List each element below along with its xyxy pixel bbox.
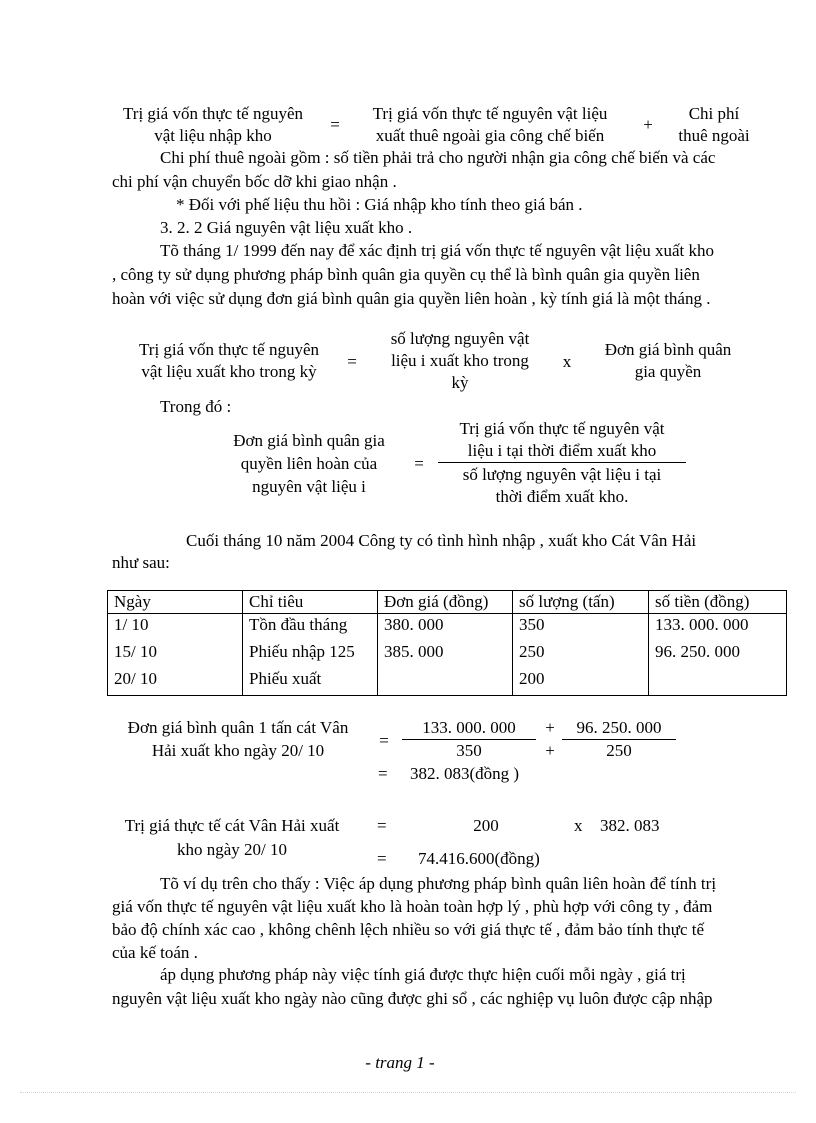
page-footer: - trang 1 - bbox=[365, 1053, 435, 1072]
header-unit-price: Đơn giá (đồng) bbox=[378, 591, 513, 614]
formula4-numerator-1: 133. 000. 000 bbox=[422, 718, 516, 737]
cell-date: 15/ 10 bbox=[108, 641, 243, 668]
cell-item: Phiếu xuất bbox=[243, 668, 378, 696]
cell-unit-price: 385. 000 bbox=[378, 641, 513, 668]
cell-amount: 133. 000. 000 bbox=[649, 614, 787, 642]
formula1-plus: + bbox=[643, 115, 653, 134]
cell-amount bbox=[649, 668, 787, 696]
header-quantity: số lượng (tấn) bbox=[513, 591, 649, 614]
formula3-left-line1: Đơn giá bình quân gia bbox=[233, 431, 385, 450]
para4-line3: bảo độ chính xác cao , không chênh lệch nhiều so với giá thực tế , đảm bảo tính thực tế bbox=[112, 920, 705, 939]
formula3-denominator-line2: thời điểm xuất kho. bbox=[495, 487, 629, 506]
para3-line2: như sau: bbox=[112, 553, 170, 572]
formula3-numerator-line2: liệu i tại thời điểm xuất kho bbox=[467, 441, 657, 460]
formula2-right-line1: Đơn giá bình quân bbox=[604, 340, 732, 359]
formula2-left-line2: vật liệu xuất kho trong kỳ bbox=[141, 362, 317, 381]
header-date: Ngày bbox=[108, 591, 243, 614]
formula3-fraction-bar bbox=[438, 462, 686, 463]
formula2-right-line2: gia quyền bbox=[634, 362, 702, 381]
formula2-mid-line3: kỳ bbox=[451, 373, 469, 392]
table-row bbox=[108, 668, 787, 696]
para5-line1: áp dụng phương pháp này việc tính giá được thực hiện cuối mỗi ngày , giá trị bbox=[160, 965, 686, 984]
formula2-equals: = bbox=[347, 352, 357, 371]
para4-line2: giá vốn thực tế nguyên vật liệu xuất kho là hoàn toàn hợp lý , phù hợp với công ty , đảm bbox=[112, 897, 713, 916]
header-amount: số tiền (đồng) bbox=[649, 591, 787, 614]
formula1-left-line2: vật liệu nhập kho bbox=[154, 126, 272, 145]
formula4-denominator-1: 350 bbox=[456, 741, 482, 760]
formula4-equals-1: = bbox=[379, 731, 389, 750]
para1-line1: Chi phí thuê ngoài gồm : số tiền phải trả cho người nhận gia công chế biến và các bbox=[160, 148, 716, 167]
formula4-left-line1: Đơn giá bình quân 1 tấn cát Vân bbox=[127, 718, 349, 737]
para5-line2: nguyên vật liệu xuất kho ngày nào cũng được ghi sổ , các nghiệp vụ luôn được cập nhập bbox=[112, 989, 713, 1008]
para2-line1: Tõ tháng 1/ 1999 đến nay để xác định trị giá vốn thực tế nguyên vật liệu xuất kho bbox=[160, 241, 715, 260]
cell-date: 20/ 10 bbox=[108, 668, 243, 696]
formula3-numerator-line1: Trị giá vốn thực tế nguyên vật bbox=[459, 419, 665, 438]
formula5-equals-2: = bbox=[377, 849, 387, 868]
formula3-equals: = bbox=[414, 454, 424, 473]
formula3-denominator-line1: số lượng nguyên vật liệu i tại bbox=[462, 465, 662, 484]
formula3-left-line3: nguyên vật liệu i bbox=[252, 477, 366, 496]
formula1-right-line2: thuê ngoài bbox=[678, 126, 750, 145]
formula5-price: 382. 083 bbox=[600, 816, 660, 835]
formula5-left-line1: Trị giá thực tế cát Vân Hải xuất bbox=[124, 816, 340, 835]
formula4-result: 382. 083(đồng ) bbox=[410, 764, 520, 783]
cell-item: Tồn đầu tháng bbox=[243, 614, 378, 642]
para2-line3: hoàn với việc sử dụng đơn giá bình quân gia quyền liên hoàn , kỳ tính giá là một tháng . bbox=[112, 289, 711, 308]
formula4-numerator-2: 96. 250. 000 bbox=[576, 718, 662, 737]
para4-line1: Tõ ví dụ trên cho thấy : Việc áp dụng phương pháp bình quân liên hoàn để tính trị bbox=[160, 874, 717, 893]
formula5-result: 74.416.600(đồng) bbox=[418, 849, 540, 868]
cell-quantity: 350 bbox=[513, 614, 649, 642]
inventory-table bbox=[107, 590, 787, 696]
formula4-left-line2: Hải xuất kho ngày 20/ 10 bbox=[151, 741, 325, 760]
para2-line2: , công ty sử dụng phương pháp bình quân gia quyền cụ thể là bình quân gia quyền liên bbox=[112, 265, 700, 284]
formula1-right-line1: Chi phí bbox=[688, 104, 740, 123]
cell-unit-price bbox=[378, 668, 513, 696]
formula2-mid-line2: liệu i xuất kho trong bbox=[391, 351, 529, 370]
formula5-equals-1: = bbox=[377, 816, 387, 835]
para1-line2: chi phí vận chuyển bốc dỡ khi giao nhận . bbox=[112, 172, 397, 191]
page-edge-divider bbox=[20, 1092, 796, 1093]
formula1-equals: = bbox=[330, 115, 340, 134]
formula4-equals-2: = bbox=[378, 764, 388, 783]
heading-3-2-2: 3. 2. 2 Giá nguyên vật liệu xuất kho . bbox=[160, 218, 413, 237]
cell-item: Phiếu nhập 125 bbox=[243, 641, 378, 668]
cell-quantity: 200 bbox=[513, 668, 649, 696]
para3-line1: Cuối tháng 10 năm 2004 Công ty có tình hình nhập , xuất kho Cát Vân Hải bbox=[186, 531, 697, 550]
formula5-quantity: 200 bbox=[473, 816, 499, 835]
formula5-left-line2: kho ngày 20/ 10 bbox=[176, 840, 288, 859]
header-item: Chỉ tiêu bbox=[243, 591, 378, 614]
formula4-plus-top: + bbox=[545, 718, 555, 737]
table-row bbox=[108, 614, 787, 642]
table-header-row bbox=[108, 591, 787, 614]
formula2-times: x bbox=[562, 352, 572, 371]
note-scrap: * Đối với phế liệu thu hồi : Giá nhập kho tính theo giá bán . bbox=[176, 195, 583, 214]
trong-do-label: Trong đó : bbox=[160, 397, 232, 416]
formula1-mid-line1: Trị giá vốn thực tế nguyên vật liệu bbox=[372, 104, 608, 123]
formula2-left-line1: Trị giá vốn thực tế nguyên bbox=[139, 340, 319, 359]
formula2-mid-line1: số lượng nguyên vật bbox=[390, 329, 530, 348]
cell-unit-price: 380. 000 bbox=[378, 614, 513, 642]
formula4-plus-bottom: + bbox=[545, 741, 555, 760]
table-row bbox=[108, 641, 787, 668]
formula4-denominator-2: 250 bbox=[606, 741, 632, 760]
formula1-mid-line2: xuất thuê ngoài gia công chế biến bbox=[375, 126, 605, 145]
cell-quantity: 250 bbox=[513, 641, 649, 668]
formula5-times: x bbox=[574, 816, 583, 835]
cell-amount: 96. 250. 000 bbox=[649, 641, 787, 668]
formula1-left-line1: Trị giá vốn thực tế nguyên bbox=[123, 104, 303, 123]
formula3-left-line2: quyền liên hoàn của bbox=[240, 454, 378, 473]
para4-line4: của kế toán . bbox=[112, 943, 198, 962]
cell-date: 1/ 10 bbox=[108, 614, 243, 642]
